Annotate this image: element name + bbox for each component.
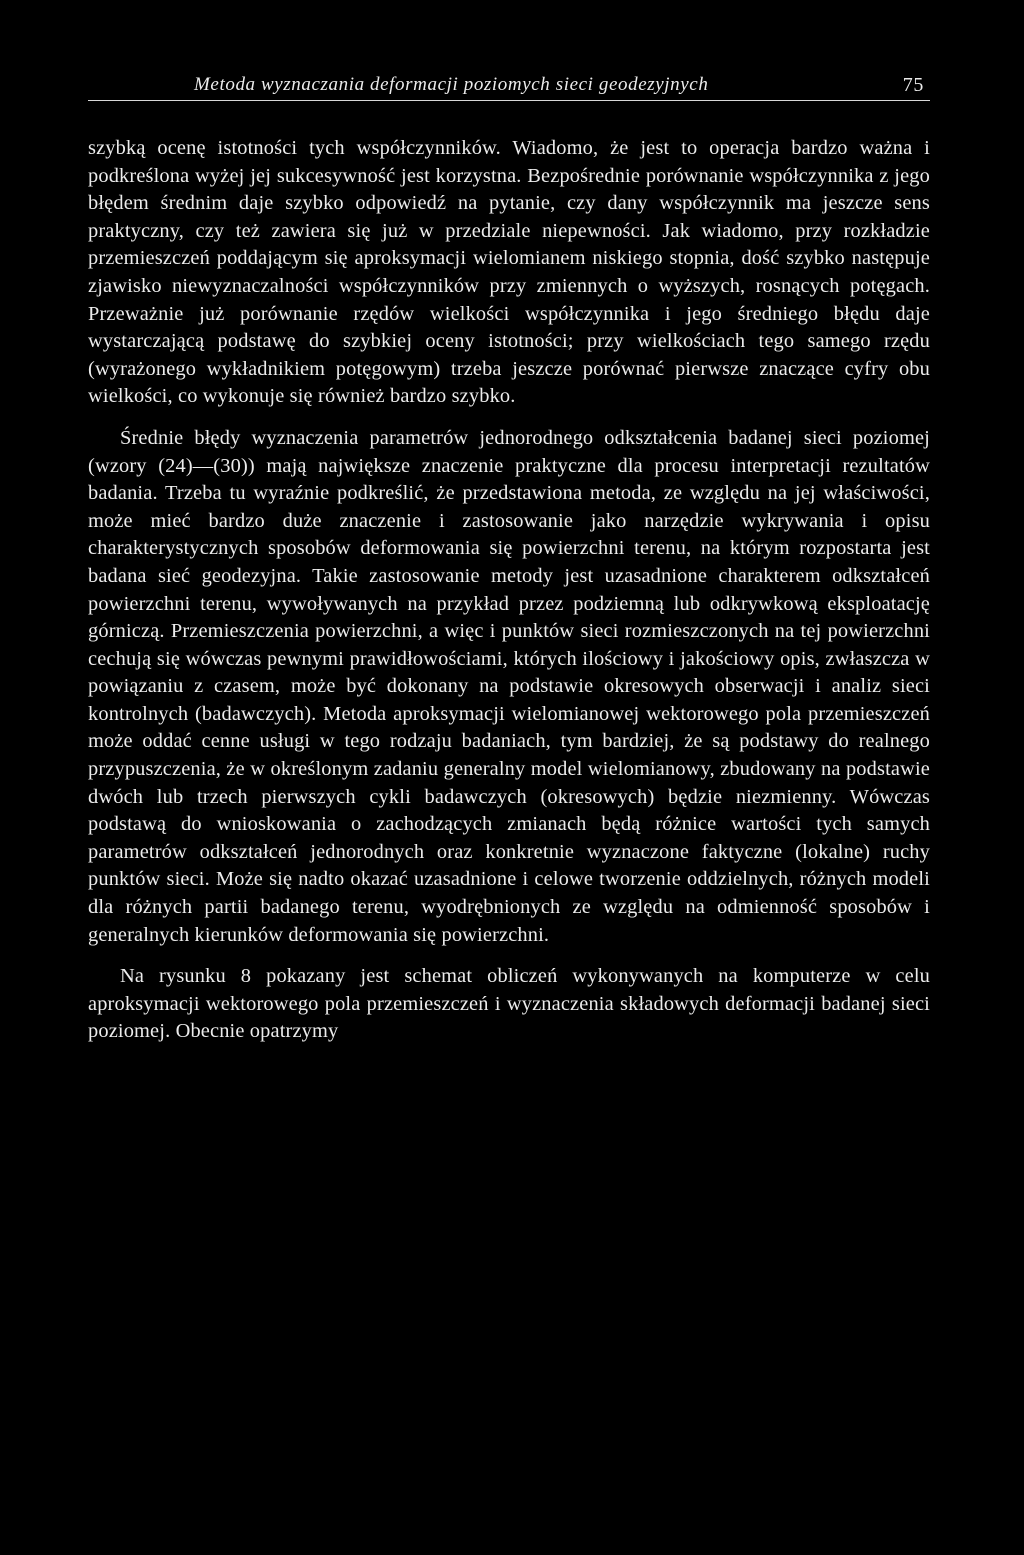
page-number: 75 bbox=[902, 74, 924, 96]
paragraph-2: Średnie błędy wyznaczenia parametrów jednorodnego odkształcenia badanej sieci poziomej (wzory (24)—(30)) mają największe znaczenie praktyczne dla procesu interpretacji rezultatów badania. Trzeba tu wyraźnie podkreślić, że przedstawiona metoda, ze względu na jej właściwości, może mieć bardzo duże znaczenie i zastosowanie jako narzędzie wykrywania i opisu charakterystycznych sposobów deformowania się powierzchni terenu, na którym rozpostarta jest badana sieć geodezyjna. Takie zastosowanie metody jest uzasadnione charakterem odkształceń powierzchni terenu, wywoływanych na przykład przez podziemną lub odkrywkową eksploatację górniczą. Przemieszczenia powierzchni, a więc i punktów sieci rozmieszczonych na tej powierzchni cechują się wówczas pewnymi prawidłowościami, których ilościowy i jakościowy opis, zwłaszcza w powiązaniu z czasem, może być dokonany na podstawie okresowych obserwacji i analiz sieci kontrolnych (badawczych). Metoda aproksymacji wielomianowej wektorowego pola przemieszczeń może oddać cenne usługi w tego rodzaju badaniach, tym bardziej, że są podstawy do realnego przypuszczenia, że w określonym zadaniu generalny model wielomianowy, zbudowany na podstawie dwóch lub trzech pierwszych cykli badawczych (okresowych) będzie niezmienny. Wówczas podstawą do wnioskowania o zachodzących zmianach będą różnice wartości tych samych parametrów odkształceń jednorodnych oraz konkretnie wyznaczone faktyczne (lokalne) ruchy punktów sieci. Może się nadto okazać uzasadnione i celowe tworzenie oddzielnych, różnych modeli dla różnych partii badanego terenu, wyodrębnionych ze względu na odmienność sposobów i generalnych kierunków deformowania się powierzchni. bbox=[88, 426, 930, 946]
running-title: Metoda wyznaczania deformacji poziomych sieci geodezyjnych bbox=[194, 74, 709, 95]
paragraph-3: Na rysunku 8 pokazany jest schemat obliczeń wykonywanych na komputerze w celu aproksymacji wektorowego pola przemieszczeń i wyznaczenia składowych deformacji badanej sieci poziomej. Obecnie opatrzymy bbox=[88, 965, 930, 1043]
paragraph-1: szybką ocenę istotności tych współczynników. Wiadomo, że jest to operacja bardzo ważna i podkreślona wyżej jej sukcesywność jest korzystna. Bezpośrednie porównanie współczynnika z jego błędem średnim daje szybko odpowiedź na pytanie, czy dany współczynnik ma jeszcze sens praktyczny, czy też zawiera się już w przedziale niepewności. Jak wiadomo, przy rozkładzie przemieszczeń poddającym się aproksymacji wielomianem niskiego stopnia, dość szybko następuje zjawisko niewyznaczalności współczynników przy zmiennych o wyższych, rosnących potęgach. Przeważnie już porównanie rzędów wielkości współczynnika i jego średniego błędu daje wystarczającą podstawę do szybkiej oceny istotności; przy wielkościach tego samego rzędu (wyrażonego wykładnikiem potęgowym) trzeba jeszcze porównać pierwsze znaczące cyfry obu wielkości, co wykonuje się również bardzo szybko. bbox=[88, 137, 930, 408]
running-head bbox=[88, 70, 930, 101]
body-text bbox=[88, 135, 930, 1046]
page bbox=[88, 70, 930, 1046]
